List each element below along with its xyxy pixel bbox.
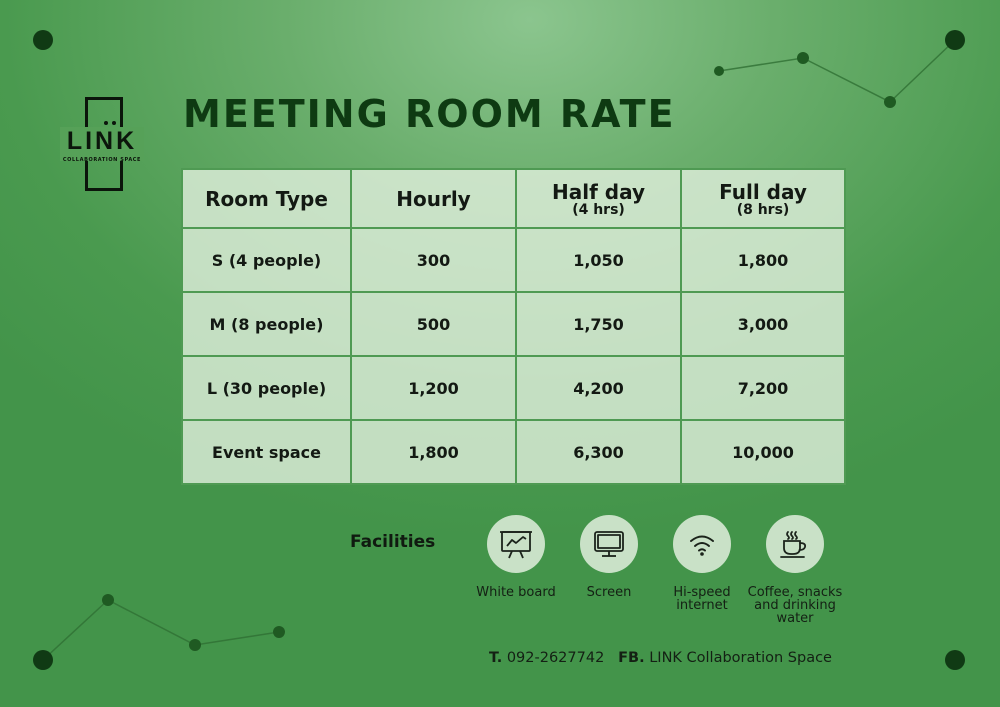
table-row [182,228,845,292]
hourly-cell: 500 [351,292,516,356]
screen-icon [592,528,626,560]
header-room-type: Room Type [182,169,351,228]
wifi-icon [685,528,719,560]
room-type-cell: Event space [182,420,351,484]
facility-label: Screen [586,585,632,600]
hourly-cell: 1,200 [351,356,516,420]
coffee-icon [778,528,812,560]
full-day-cell: 7,200 [681,356,845,420]
header-half-day: Half day (4 hrs) [516,169,681,228]
phone-prefix: T. [489,650,503,666]
full-day-cell: 1,800 [681,228,845,292]
table-row [182,420,845,484]
facilities-label: Facilities [350,532,436,552]
facility-wifi [652,515,752,612]
header-full-day: Full day (8 hrs) [681,169,845,228]
logo-tagline: COLLABORATION SPACE [62,157,142,163]
full-day-cell: 10,000 [681,420,845,484]
fb-prefix: FB. [618,650,645,666]
half-day-cell: 4,200 [516,356,681,420]
table-row [182,356,845,420]
rate-table [181,168,846,485]
hourly-cell: 1,800 [351,420,516,484]
table-row [182,292,845,356]
phone-number: 092-2627742 [506,650,605,666]
full-day-cell: 3,000 [681,292,845,356]
facility-label: Hi-speed internet [673,585,731,613]
half-day-cell: 1,050 [516,228,681,292]
table-header-row [182,169,845,228]
room-type-cell: S (4 people) [182,228,351,292]
facility-coffee [745,515,845,625]
header-hourly: Hourly [351,169,516,228]
whiteboard-icon [499,528,533,560]
contact-info [489,650,832,666]
facility-screen [559,515,659,599]
fb-page-name: LINK Collaboration Space [649,650,832,666]
half-day-cell: 1,750 [516,292,681,356]
facility-whiteboard [466,515,566,599]
facility-label: White board [476,585,556,600]
room-type-cell: L (30 people) [182,356,351,420]
link-logo [60,97,144,193]
half-day-cell: 6,300 [516,420,681,484]
room-type-cell: M (8 people) [182,292,351,356]
logo-wordmark: LINK [66,127,138,155]
facility-label: Coffee, snacks and drinking water [747,585,843,626]
hourly-cell: 300 [351,228,516,292]
page-title: MEETING ROOM RATE [183,92,676,136]
